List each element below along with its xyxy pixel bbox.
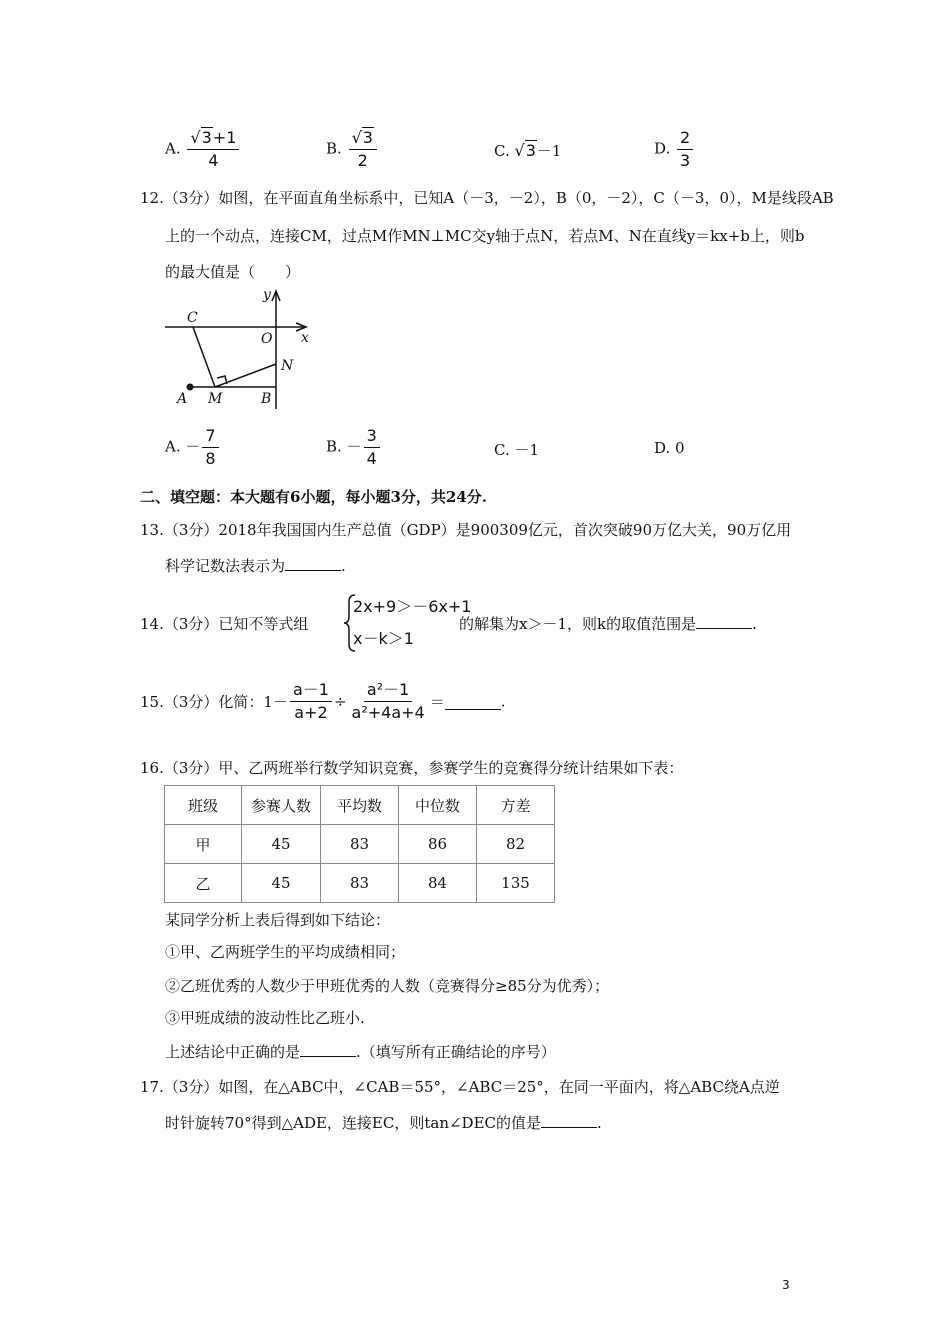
q17-answer-blank [541, 1112, 597, 1128]
q11-option-a: A. $\frac{√3+1}{4}$ [165, 128, 241, 171]
q16-score-table [164, 785, 555, 903]
q12-figure [160, 285, 320, 410]
segment-cm [193, 327, 215, 387]
label-y: y [263, 287, 271, 303]
q13-answer-blank [285, 555, 341, 571]
q16-analysis: 某同学分析上表后得到如下结论： [165, 911, 391, 929]
q13-line2: 科学记数法表示为 . [165, 557, 346, 575]
q15-expression: 15.（3分）化简：1－ $\frac{a-1}{a+2}$ ÷ $\frac{\text{a²－1}}{\text{a²+4a+4}}$ ＝ . [140, 680, 506, 722]
q12-line2: 上的一个动点，连接CM，过点M作MN⊥MC交y轴于点N，若点M、N在直线y＝kx+b上，则b [165, 227, 805, 245]
label-a: A [177, 391, 188, 407]
q13-line1: 13.（3分）2018年我国国内生产总值（GDP）是900309亿元，首次突破90万亿大关，90万亿用 [140, 521, 792, 539]
q14-inequality-1: 2x+9＞－6x+1 [353, 597, 472, 616]
label-x: x [301, 330, 309, 346]
q14-answer-blank [696, 613, 752, 629]
q17-line2: 时针旋转70°得到△ADE，连接EC，则tan∠DEC的值是 . [165, 1114, 602, 1132]
q12-line1: 12.（3分）如图，在平面直角坐标系中，已知A（－3，－2），B（0，－2），C（－3，0），M是线段AB [140, 189, 834, 207]
label-o: O [261, 331, 273, 347]
section2-title: 二、填空题：本大题有6小题，每小题3分，共24分. [140, 488, 487, 506]
q14-pre: 14.（3分）已知不等式组 [140, 615, 309, 633]
q15-answer-blank [445, 694, 501, 710]
table-header-row: 班级 参赛人数 平均数 中位数 方差 [165, 786, 555, 825]
q16-intro: 16.（3分）甲、乙两班举行数学知识竞赛，参赛学生的竞赛得分统计结果如下表： [140, 759, 684, 777]
q12-option-c: C. －1 [494, 441, 540, 459]
q12-option-a: A. － $\frac{7}{8}$ [165, 426, 221, 469]
table-row: 乙 45 83 84 135 [165, 864, 555, 903]
q12-option-b: B. － $\frac{3}{4}$ [326, 426, 382, 469]
label-c: C [187, 310, 198, 326]
q11-option-b: B. $\frac{√3}{2}$ [326, 128, 379, 171]
q16-answer-blank [300, 1041, 356, 1057]
q12-option-d: D. 0 [654, 439, 685, 457]
q14-post: 的解集为x＞－1，则k的取值范围是 . [459, 615, 757, 633]
q16-conclusion-2: ②乙班优秀的人数少于甲班优秀的人数（竞赛得分≥85分为优秀）； [165, 977, 610, 995]
q16-conclusion-3: ③甲班成绩的波动性比乙班小. [165, 1009, 365, 1027]
label-b: B [261, 391, 272, 407]
table-row: 甲 45 83 86 82 [165, 825, 555, 864]
label-n: N [281, 358, 294, 374]
q12-line3: 的最大值是（ ） [165, 263, 301, 281]
q11-option-c: C. √3－1 [494, 141, 562, 160]
point-a-dot [187, 384, 194, 391]
label-m: M [208, 391, 223, 407]
q17-line1: 17.（3分）如图，在△ABC中，∠CAB＝55°，∠ABC＝25°，在同一平面内，将△ABC绕A点逆 [140, 1078, 780, 1096]
q16-final: 上述结论中正确的是 .（填写所有正确结论的序号） [165, 1043, 556, 1061]
q14-inequality-2: x－k＞1 [353, 629, 414, 648]
page-number: 3 [782, 1278, 790, 1292]
q16-conclusion-1: ①甲、乙两班学生的平均成绩相同； [165, 943, 406, 961]
q11-option-d: D. $\frac{2}{3}$ [654, 128, 695, 171]
